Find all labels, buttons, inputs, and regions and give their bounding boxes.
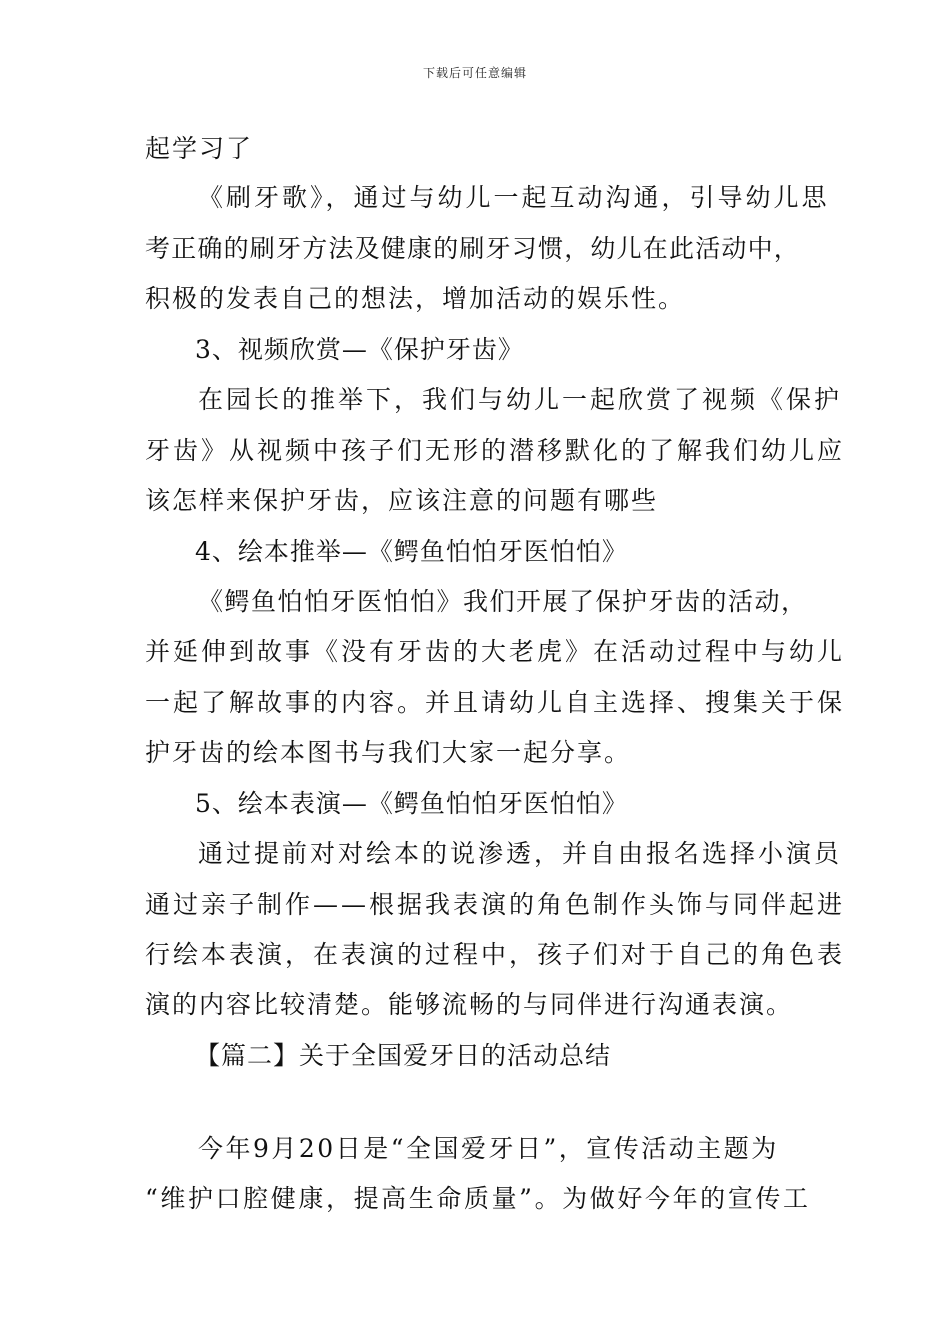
text-line: 护牙齿的绘本图书与我们大家一起分享。 xyxy=(145,738,632,767)
text-line: 考正确的刷牙方法及健康的刷牙习惯，幼儿在此活动中， xyxy=(145,234,801,263)
article-title: 【篇二】关于全国爱牙日的活动总结 xyxy=(195,1041,612,1070)
section-heading: 4、绘本推举—《鳄鱼怕怕牙医怕怕》 xyxy=(195,537,628,566)
text-line: 牙齿》从视频中孩子们无形的潜移默化的了解我们幼儿应 xyxy=(145,436,846,465)
page-header: 下载后可任意编辑 xyxy=(422,66,527,80)
section-heading: 3、视频欣赏—《保护牙齿》 xyxy=(195,335,524,364)
text-line: 并延伸到故事《没有牙齿的大老虎》在活动过程中与幼儿 xyxy=(145,637,846,666)
section-heading: 5、绘本表演—《鳄鱼怕怕牙医怕怕》 xyxy=(195,789,628,818)
text-line: 《刷牙歌》，通过与幼儿一起互动沟通，引导幼儿思 xyxy=(198,183,830,212)
text-line: 演的内容比较清楚。能够流畅的与同伴进行沟通表演。 xyxy=(145,990,794,1019)
text-line: 今年9月20日是“全国爱牙日”，宣传活动主题为 xyxy=(198,1134,779,1163)
text-line: 该怎样来保护牙齿，应该注意的问题有哪些 xyxy=(145,486,659,515)
text-line: 《鳄鱼怕怕牙医怕怕》我们开展了保护牙齿的活动， xyxy=(198,587,808,616)
text-line: “维护口腔健康，提高生命质量”。为做好今年的宣传工 xyxy=(145,1184,811,1213)
text-line: 行绘本表演，在表演的过程中，孩子们对于自己的角色表 xyxy=(145,940,846,969)
text-line: 积极的发表自己的想法，增加活动的娱乐性。 xyxy=(145,284,686,313)
text-line: 一起了解故事的内容。并且请幼儿自主选择、搜集关于保 xyxy=(145,688,846,717)
text-line: 起学习了 xyxy=(145,134,254,163)
text-line: 在园长的推举下，我们与幼儿一起欣赏了视频《保护 xyxy=(198,385,843,414)
text-line: 通过亲子制作——根据我表演的角色制作头饰与同伴起进 xyxy=(145,890,846,919)
text-line: 通过提前对对绘本的说渗透，并自由报名选择小演员 xyxy=(198,839,843,868)
